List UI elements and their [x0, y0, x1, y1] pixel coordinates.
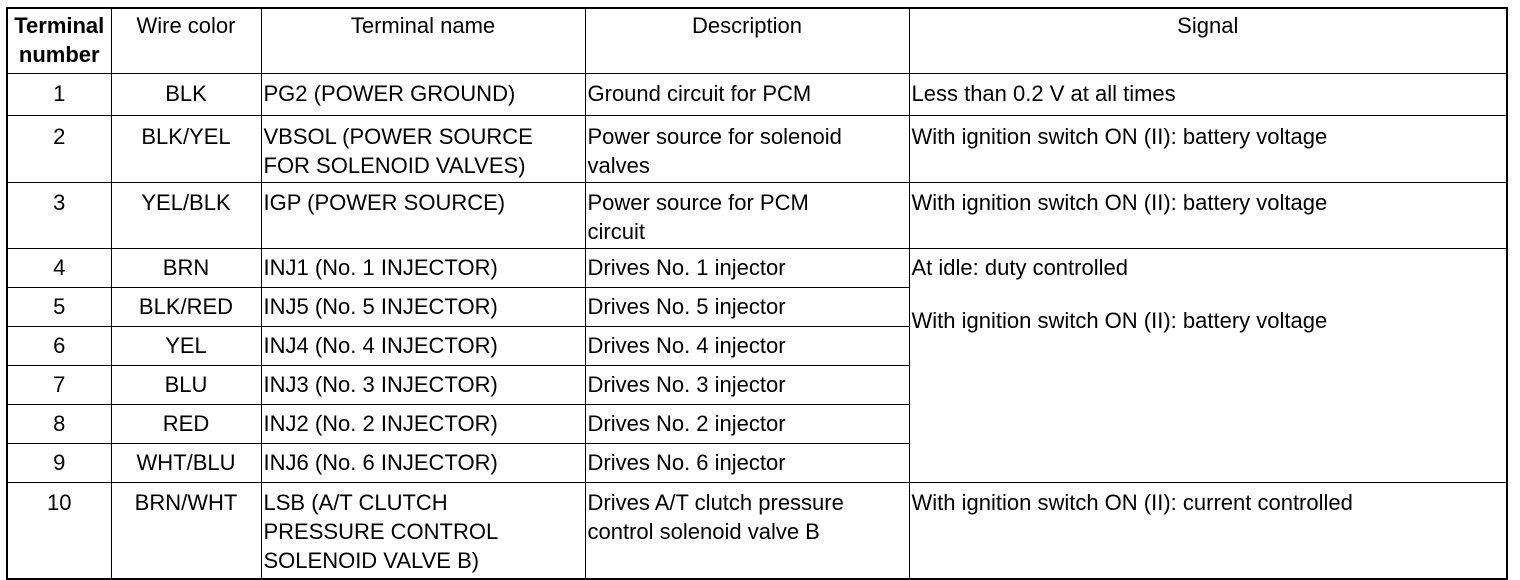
wire-color: YEL — [111, 327, 261, 366]
description: Drives No. 4 injector — [585, 327, 909, 366]
table-row — [7, 116, 1507, 183]
terminal-number: 5 — [7, 288, 111, 327]
signal: With ignition switch ON (II): battery voltage — [909, 116, 1507, 183]
injector-signal: At idle: duty controlled With ignition switch ON (II): battery voltage — [909, 249, 1507, 483]
wire-color: BLK/YEL — [111, 116, 261, 183]
table-row — [7, 483, 1507, 580]
description: Drives No. 3 injector — [585, 366, 909, 405]
table-row — [7, 249, 1507, 288]
description: Drives No. 5 injector — [585, 288, 909, 327]
signal: With ignition switch ON (II): battery voltage — [909, 183, 1507, 249]
terminal-name: IGP (POWER SOURCE) — [261, 183, 585, 249]
description: Ground circuit for PCM — [585, 74, 909, 116]
wire-color: WHT/BLU — [111, 444, 261, 483]
table-row — [7, 183, 1507, 249]
terminal-number: 4 — [7, 249, 111, 288]
terminal-number: 6 — [7, 327, 111, 366]
wire-color: BLK/RED — [111, 288, 261, 327]
terminal-number: 3 — [7, 183, 111, 249]
description: Drives No. 6 injector — [585, 444, 909, 483]
signal: With ignition switch ON (II): current controlled — [909, 483, 1507, 580]
terminal-name: INJ5 (No. 5 INJECTOR) — [261, 288, 585, 327]
signal-header: Signal — [909, 8, 1507, 74]
terminal-name: VBSOL (POWER SOURCE FOR SOLENOID VALVES) — [261, 116, 585, 183]
terminal-number: 10 — [7, 483, 111, 580]
terminal-name: INJ4 (No. 4 INJECTOR) — [261, 327, 585, 366]
terminal-name: INJ6 (No. 6 INJECTOR) — [261, 444, 585, 483]
header-row — [7, 8, 1507, 74]
terminal-number: 2 — [7, 116, 111, 183]
terminal-name: LSB (A/T CLUTCH PRESSURE CONTROL SOLENOID VALVE B) — [261, 483, 585, 580]
terminal-number: 7 — [7, 366, 111, 405]
terminal-name: INJ1 (No. 1 INJECTOR) — [261, 249, 585, 288]
terminal-name: INJ2 (No. 2 INJECTOR) — [261, 405, 585, 444]
wire-color: BLK — [111, 74, 261, 116]
terminal-number: 9 — [7, 444, 111, 483]
signal: Less than 0.2 V at all times — [909, 74, 1507, 116]
description: Drives A/T clutch pressure control solenoid valve B — [585, 483, 909, 580]
description: Drives No. 1 injector — [585, 249, 909, 288]
description-header: Description — [585, 8, 909, 74]
wire-color: YEL/BLK — [111, 183, 261, 249]
table-row — [7, 74, 1507, 116]
terminal-table — [6, 7, 1508, 580]
wire-color: BRN/WHT — [111, 483, 261, 580]
terminal-name: INJ3 (No. 3 INJECTOR) — [261, 366, 585, 405]
description: Power source for solenoid valves — [585, 116, 909, 183]
terminal-number: 1 — [7, 74, 111, 116]
wire-color: BLU — [111, 366, 261, 405]
terminal-name-header: Terminal name — [261, 8, 585, 74]
terminal-number: 8 — [7, 405, 111, 444]
wire-color-header: Wire color — [111, 8, 261, 74]
terminal-name: PG2 (POWER GROUND) — [261, 74, 585, 116]
wire-color: RED — [111, 405, 261, 444]
description: Power source for PCM circuit — [585, 183, 909, 249]
description: Drives No. 2 injector — [585, 405, 909, 444]
wire-color: BRN — [111, 249, 261, 288]
terminal-number-header: Terminal number — [7, 8, 111, 74]
